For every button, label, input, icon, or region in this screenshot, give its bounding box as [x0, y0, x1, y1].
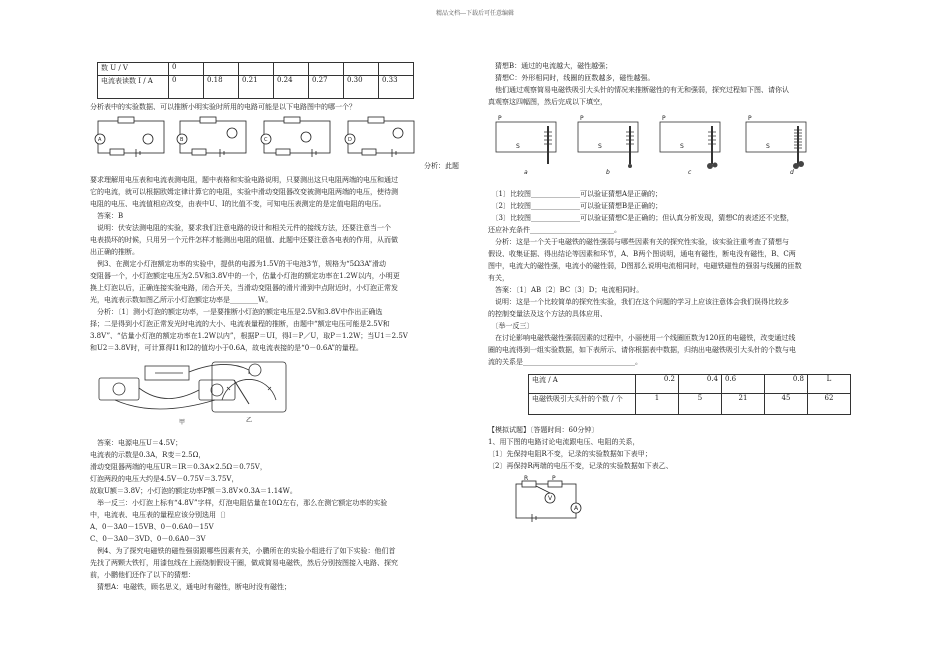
svg-text:S: S: [766, 143, 770, 150]
svg-text:P: P: [662, 115, 666, 122]
svg-text:d: d: [790, 169, 794, 176]
svg-text:S: S: [598, 143, 602, 150]
figure-label-yi: 乙: [246, 417, 253, 424]
left-text-block-2: 答案：电源电压U＝4.5V； 电流表的示数是0.3A，R变＝2.5Ω， 滑动变阻器两端的电压UR＝IR＝0.3A×2.5Ω＝0.75V， 灯泡两段的电压大约是4.5V－0.75V＝3.75V， 故取U额＝3.8V；小灯泡的额定功率P额＝3.8V×0.3A＝1.14W。 举一反三：小灯泡上标有“4.8V”字样，灯泡电阻估量在10Ω左右，那么在测它额定功率的实验 中，电流表、电压表的量程应该分别选用〔〕 A、0－3A0－15VB、0－0.6A0－15V C、0－3A0－3VD、0－0.6A0－3V 例4、为了探究电磁铁的磁性强弱跟哪些因素有关，小鹏所在的实验小组进行了如下实验：他们首 先找了两颗大铁钉，用漆包线在上面绕制假设干圈，做成简易电磁铁，然后分别按图接入电路、探究 前，小鹏他们还作了以下的猜想： 猜想A：电磁铁，顾名思义，通电时有磁性，断电时没有磁性；: [90, 439, 398, 591]
svg-text:P: P: [748, 115, 752, 122]
right-text-block-1: 猜想B：通过的电流越大，磁性越强； 猜想C：外形相同时，线圈的匝数越多，磁性越强。 他们通过观察简易电磁铁吸引大头针的情况来推断磁性的有无和强弱，探究过程如下图、请你认 真观察这四幅图，然后完成以下填空，: [488, 62, 789, 106]
circuit-label-a: A: [574, 505, 579, 512]
svg-text:S: S: [680, 143, 684, 150]
svg-text:b: b: [606, 169, 610, 176]
test-circuit-diagram: [512, 474, 592, 526]
ammeter-figure: [210, 360, 290, 426]
table-row: 电磁铁吸引大头针的个数 / 个 1 5 21 45 62: [529, 394, 851, 415]
circuit-label-v: V: [548, 495, 553, 502]
figure-label-jia: 甲: [179, 419, 186, 426]
table-row: 电流表读数 I / A 0 0.18 0.21 0.24 0.27 0.30 0.33: [98, 76, 414, 99]
svg-text:a: a: [524, 169, 528, 176]
question-line: 分析表中的实验数据、可以推断小明实验时所用的电路可能是以下电路图中的哪一个？: [90, 103, 356, 111]
right-text-block-2: 〔1〕比较图______________可以验证猜想A是正确的； 〔2〕比较图______________可以验证猜想B是正确的； 〔3〕比较图______________可以验证猜想C是正确的；但认真分析发现，猜想C的表述还不完整， 还应补充条件________________________。 分析：这是一个关于电磁铁的磁性强弱与哪些因素有关的探究性实验，该实验注重考查了猜想与 假设、收集证据、得出结论等因素和环节，A、B两个图说明，通电有磁性，断电没有磁性，B、C两 图中，电流大的磁性强，电流小的磁性弱，D图那么说明电流相同时，电磁铁磁性的强弱与线圈的匝数 有关， 答案：〔1〕AB〔2〕BC〔3〕D；电流相同时。 说明：这是一个比较简单的探究性实验，我们在这个问题的学习上应该注意体会我们误得比较多 的控制变量法及这个方法的具体应用、 〔举一反三〕 在讨论影响电磁铁磁性强弱因素的过程中，小丽使用一个线圈匝数为120匝的电磁铁，改变通过线 圈的电流得到一组实验数据，如下表所示、请你根据表中数据，归纳出电磁铁吸引大头针的个数与电 流的关系是________________________________。: [488, 190, 802, 366]
svg-text:P: P: [580, 115, 584, 122]
circuit-diagrams: [92, 113, 422, 161]
electromagnet-figures: [490, 112, 830, 178]
svg-text:P: P: [498, 115, 502, 122]
right-text-block-3: 【模拟试题】〔答题时间：60分钟〕 1、用下图的电路讨论电流跟电压、电阻的关系， 〔1〕先保持电阻R不变，记录的实验数据如下表甲； 〔2〕再保持R两端的电压不变，记录的实验数据如下表乙、: [488, 426, 673, 470]
circuit-label-d: D: [348, 137, 352, 143]
circuit-label-p: P: [552, 475, 556, 482]
svg-text:c: c: [688, 169, 692, 176]
table-row: 数 U / V 0: [98, 63, 414, 76]
analysis-tail: 分析：此题: [424, 162, 459, 170]
svg-text:S: S: [516, 143, 520, 150]
circuit-label-b: B: [180, 137, 184, 143]
circuit-label-r: R: [524, 475, 529, 482]
circuit-label-a: A: [98, 137, 102, 143]
circuit-label-c: C: [264, 137, 268, 143]
current-pins-table: [528, 374, 851, 415]
page-header: 精品文档---下载后可任意编辑: [435, 10, 515, 17]
left-text-block-1: 要求理解用电压表和电流表测电阻，题中表格和实验电路说明，只要测出这只电阻两端的电压和通过 它的电流，就可以根据欧姆定律计算它的电阻，实验中滑动变阻器改变被测电阻两端的电压，使待测 电阻的电压、电流值相应改变，由表中U、I的比值不变，可知电压表测定的是定值电阻的电压。 答案：B 说明：伏安法测电阻的实验，要求我们注意电路的设计和相关元件的接线方法，还要注意当一个 电表损坏的时候，只用另一个元件怎样才能测出电阻的阻值、此题中还要注意各电表的作用，从而做 出正确的推断。 例3、在测定小灯泡额定功率的实验中，提供的电源为1.5V的干电池3节，规格为“5Ω3A”滑动 变阻器一个，小灯泡额定电压为2.5V和3.8V中的一个，估量小灯泡的额定功率在1.2W以内，小明更 换上灯泡以后，正确连接实验电路，闭合开关，当滑动变阻器的滑片滑到中点附近时，小灯泡正常发 光，电流表示数如图乙所示小灯泡额定功率是________W。 分析：〔1〕测小灯泡的额定功率，一是要推断小灯泡的额定电压是2.5V和3.8V中作出正确选 择；二是得到小灯泡正常发光时电流的大小、电流表量程的推断，由题中“额定电压可能是2.5V和 3.8V”、“估量小灯泡的额定功率在1.2W以内”，根据P＝UI，得I＝P／U，取P＝1.2W；当U1＝2.5V 和U2＝3.8V时，可计算得I1和I2的值均小于0.6A，故电流表接的是“0－0.6A”的量程。: [90, 176, 408, 352]
table-row: 电流 / A 0.2 0.4 0.6 0.8 L: [529, 375, 851, 394]
data-table-voltage-current: [97, 62, 414, 99]
